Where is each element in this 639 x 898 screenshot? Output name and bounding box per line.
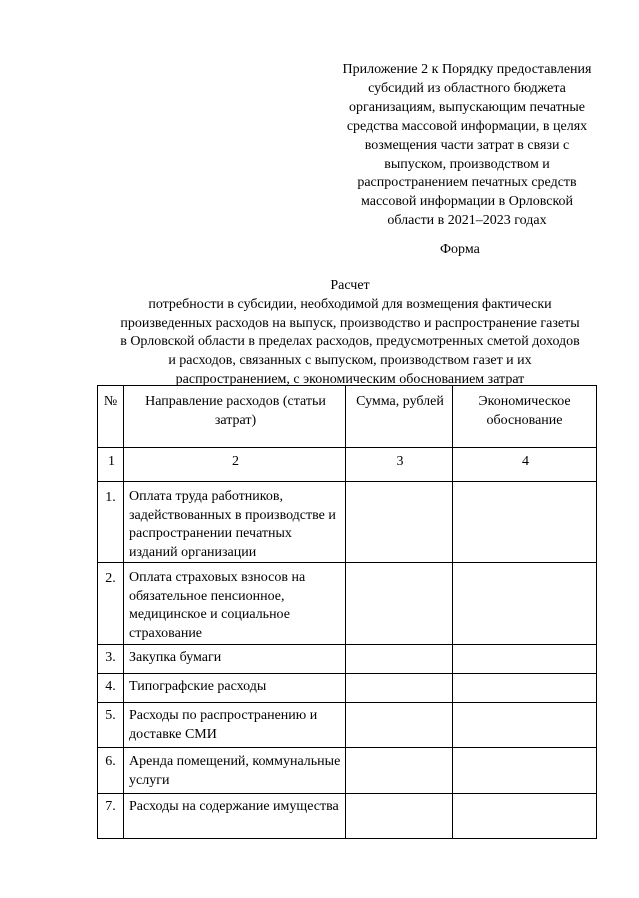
column-number-cell: 2 — [124, 448, 346, 482]
table-row — [98, 748, 597, 794]
table-row — [98, 794, 597, 839]
direction-cell: Оплата страховых взносов на обязательное пенсионное, медицинское и социальное страхование — [124, 563, 346, 645]
column-number-cell: 4 — [453, 448, 597, 482]
table-row — [98, 703, 597, 748]
expenses-table — [97, 385, 597, 839]
table-row — [98, 645, 597, 674]
amount-cell — [346, 794, 453, 839]
header-cell: Сумма, рублей — [346, 386, 453, 448]
justification-cell — [453, 482, 597, 563]
title-line: и расходов, связанных с выпуском, производством газет и их — [168, 353, 532, 369]
row-number-cell: 6. — [98, 748, 124, 794]
direction-cell: Аренда помещений, коммунальные услуги — [124, 748, 346, 794]
annex-line: области в 2021–2023 годах — [387, 213, 547, 229]
table-row — [98, 674, 597, 703]
title-line: в Орловской области в пределах расходов, предусмотренных сметой доходов — [120, 334, 580, 350]
justification-cell — [453, 703, 597, 748]
annex-line: Приложение 2 к Порядку предоставления — [342, 62, 592, 77]
header-cell: Направление расходов (статьи затрат) — [124, 386, 346, 448]
row-number-cell: 4. — [98, 674, 124, 703]
annex-line: распространением печатных средств — [357, 175, 577, 191]
annex-line: массовой информации в Орловской — [360, 194, 574, 210]
amount-cell — [346, 645, 453, 674]
justification-cell — [453, 674, 597, 703]
table-row — [98, 563, 597, 645]
annex-header — [318, 61, 616, 231]
amount-cell — [346, 703, 453, 748]
table-row — [98, 482, 597, 563]
annex-line: выпуском, производством и — [384, 156, 550, 172]
justification-cell — [453, 563, 597, 645]
annex-line: организациям, выпускающим печатные — [348, 99, 586, 115]
justification-cell — [453, 645, 597, 674]
header-cell: № — [98, 386, 124, 448]
row-number-cell: 1. — [98, 482, 124, 563]
row-number-cell: 2. — [98, 563, 124, 645]
direction-cell: Закупка бумаги — [124, 645, 346, 674]
title-line: произведенных расходов на выпуск, производство и распространение газеты — [120, 315, 580, 331]
title-line: Расчет — [330, 278, 370, 293]
header-cell: Экономическое обоснование — [453, 386, 597, 448]
title-line: распространением, с экономическим обоснованием затрат — [175, 371, 525, 387]
column-number-row — [98, 448, 597, 482]
form-label: Форма — [440, 242, 480, 257]
amount-cell — [346, 748, 453, 794]
amount-cell — [346, 674, 453, 703]
justification-cell — [453, 794, 597, 839]
row-number-cell: 5. — [98, 703, 124, 748]
direction-cell: Типографские расходы — [124, 674, 346, 703]
direction-cell: Оплата труда работников, задействованных в производстве и распространении печатных изданий организации — [124, 482, 346, 563]
justification-cell — [453, 748, 597, 794]
annex-line: средства массовой информации, в целях — [346, 118, 588, 134]
amount-cell — [346, 563, 453, 645]
table-header-row — [98, 386, 597, 448]
calculation-title — [90, 277, 610, 390]
annex-line: субсидий из областного бюджета — [368, 80, 566, 96]
row-number-cell: 3. — [98, 645, 124, 674]
annex-line: возмещения части затрат в связи с — [364, 137, 570, 153]
direction-cell: Расходы на содержание имущества — [124, 794, 346, 839]
amount-cell — [346, 482, 453, 563]
direction-cell: Расходы по распространению и доставке СМИ — [124, 703, 346, 748]
column-number-cell: 3 — [346, 448, 453, 482]
title-line: потребности в субсидии, необходимой для возмещения фактически — [148, 296, 552, 312]
column-number-cell: 1 — [98, 448, 124, 482]
row-number-cell: 7. — [98, 794, 124, 839]
